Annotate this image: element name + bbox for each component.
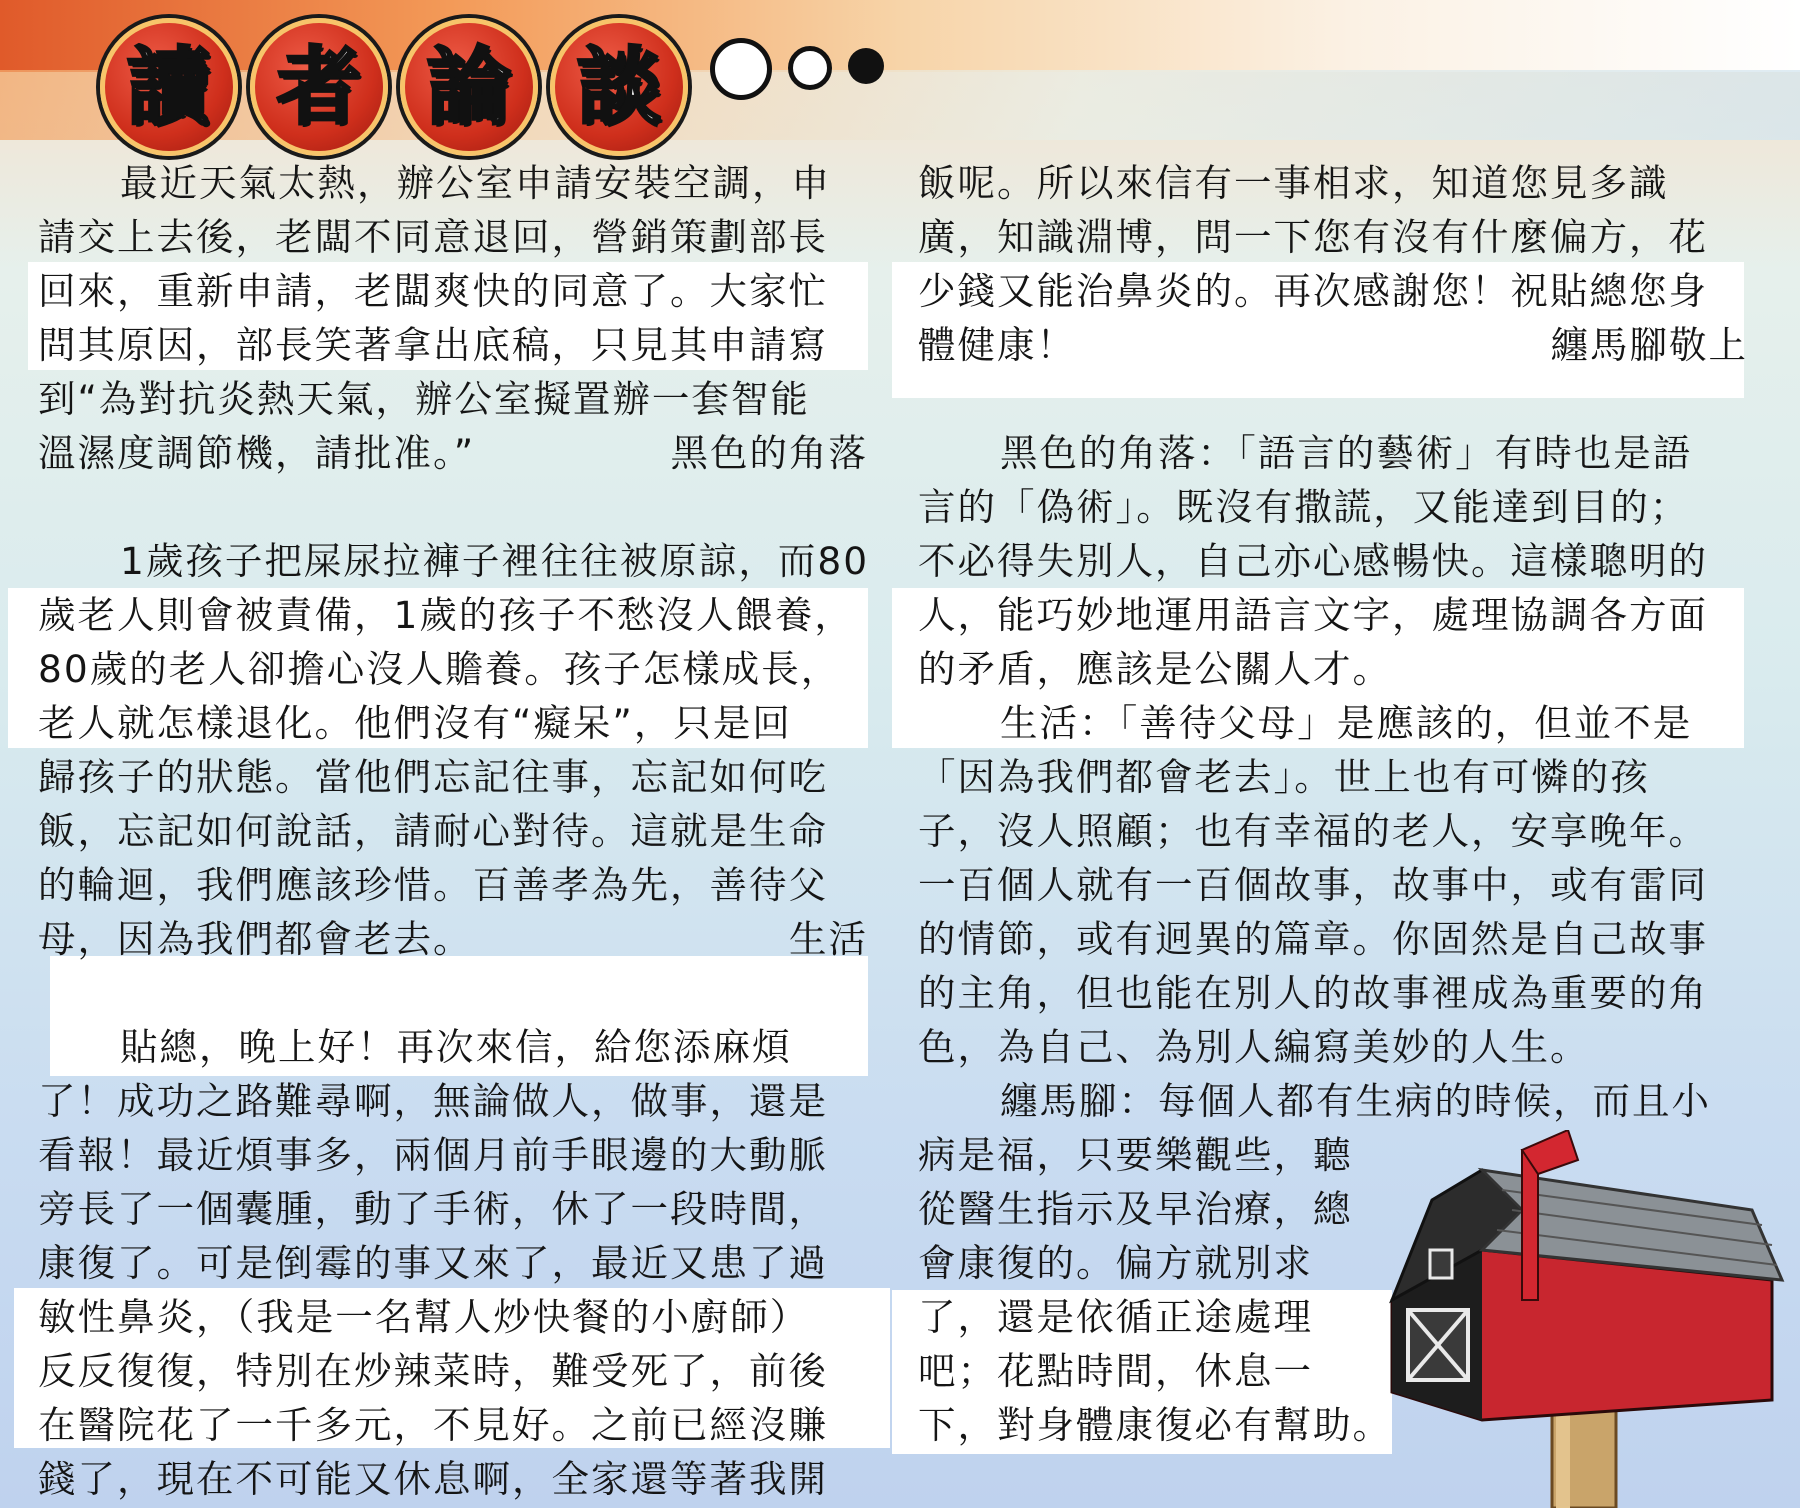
text-line: 康復了。可是倒霉的事又來了，最近又患了過	[38, 1241, 828, 1285]
text-line: 生活：「善待父母」是應該的，但並不是	[1000, 701, 1693, 745]
text-line-signed	[38, 426, 868, 480]
header-char: 者	[276, 38, 361, 136]
text-line: 反反復復，特別在炒辣菜時，難受死了，前後	[38, 1349, 828, 1393]
text-line: 一百個人就有一百個故事，故事中，或有雷同	[918, 863, 1708, 907]
text-line: 老人就怎樣退化。他們沒有“癡呆”，只是回	[38, 701, 792, 745]
text-line: 飯，忘記如何說話，請耐心對待。這就是生命	[38, 809, 828, 853]
text-line: 歸孩子的狀態。當他們忘記往事，忘記如何吃	[38, 755, 828, 799]
text-line: 的情節，或有迥異的篇章。你固然是自己故事	[918, 917, 1708, 961]
left-column	[38, 156, 868, 1506]
text-line: 少錢又能治鼻炎的。再次感謝您！祝貼總您身	[918, 269, 1708, 313]
text-line: 人，能巧妙地運用語言文字，處理協調各方面	[918, 593, 1708, 637]
text-line: 1歲孩子把屎尿拉褲子裡往往被原諒，而80	[120, 539, 870, 583]
text-line: 色，為自己、為別人編寫美妙的人生。	[918, 1025, 1590, 1069]
text-line: 錢了，現在不可能又休息啊，全家還等著我開	[38, 1457, 828, 1501]
text-line: 最近天氣太熱，辦公室申請安裝空調，申	[120, 161, 831, 205]
text-line: 廣，知識淵博，問一下您有沒有什麼偏方，花	[918, 215, 1708, 259]
text-line-signed	[38, 912, 868, 966]
header-char: 談	[576, 38, 661, 136]
text-line: 言的「偽術」。既沒有撒謊，又能達到目的；	[918, 485, 1690, 529]
text-line: 敏性鼻炎，（我是一名幫人炒快餐的小廚師）	[38, 1295, 810, 1339]
text-line: 纏馬腳：每個人都有生病的時候，而且小	[1000, 1079, 1711, 1123]
text-line: 80歲的老人卻擔心沒人贍養。孩子怎樣成長，	[38, 647, 841, 691]
decor-dot	[848, 48, 884, 84]
text-line: 問其原因，部長笑著拿出底稿，只見其申請寫	[38, 323, 828, 367]
text-line: 從醫生指示及早治療，總	[918, 1187, 1353, 1231]
text-line: 溫濕度調節機，請批准。”	[38, 431, 476, 475]
text-line: 黑色的角落：「語言的藝術」有時也是語	[1000, 431, 1693, 475]
text-line: 的輪迴，我們應該珍惜。百善孝為先，善待父	[38, 863, 828, 907]
decor-dot	[788, 46, 832, 90]
text-line: 請交上去後，老闆不同意退回，營銷策劃部長	[38, 215, 828, 259]
text-line: 「因為我們都會老去」。世上也有可憐的孩	[918, 755, 1650, 799]
header-badge	[250, 18, 388, 156]
text-line: 病是福，只要樂觀些，聽	[918, 1133, 1353, 1177]
header-badge	[400, 18, 538, 156]
text-line: 下，對身體康復必有幫助。	[918, 1403, 1392, 1447]
text-line: 到“為對抗炎熱天氣，辦公室擬置辦一套智能	[38, 377, 810, 421]
text-line: 子，沒人照顧；也有幸福的老人，安享晚年。	[918, 809, 1708, 853]
header-badge	[550, 18, 688, 156]
text-line: 飯呢。所以來信有一事相求，知道您見多識	[918, 161, 1669, 205]
signature: 纏馬腳敬上	[1550, 323, 1748, 367]
text-line: 回來，重新申請，老闆爽快的同意了。大家忙	[38, 269, 828, 313]
decor-dot	[710, 38, 772, 100]
text-line: 母，因為我們都會老去。	[38, 917, 473, 961]
signature: 黑色的角落	[670, 431, 868, 475]
mailbox-illustration	[1372, 1130, 1792, 1508]
text-line: 吧；花點時間，休息一	[918, 1349, 1313, 1393]
text-line: 在醫院花了一千多元，不見好。之前已經沒賺	[38, 1403, 828, 1447]
text-line: 不必得失別人，自己亦心感暢快。這樣聰明的	[918, 539, 1708, 583]
text-line: 歲老人則會被責備，1歲的孩子不愁沒人餵養，	[38, 593, 854, 637]
header-badge	[100, 18, 238, 156]
text-line: 旁長了一個囊腫，動了手術，休了一段時間，	[38, 1187, 828, 1231]
text-line: 的主角，但也能在別人的故事裡成為重要的角	[918, 971, 1708, 1015]
text-line: 貼總，晚上好！再次來信，給您添麻煩	[120, 1025, 792, 1069]
signature: 生活	[789, 917, 868, 961]
text-line: 體健康！	[918, 323, 1076, 367]
text-line: 會康復的。偏方就別求	[918, 1241, 1313, 1285]
text-line-signed	[918, 318, 1748, 372]
text-line: 看報！最近煩事多，兩個月前手眼邊的大動脈	[38, 1133, 828, 1177]
header-char: 讀	[126, 38, 211, 136]
text-line: 了，還是依循正途處理	[918, 1295, 1313, 1339]
header-char: 論	[426, 38, 511, 136]
text-line: 的矛盾，應該是公關人才。	[918, 647, 1392, 691]
text-line: 了！成功之路難尋啊，無論做人，做事，還是	[38, 1079, 828, 1123]
